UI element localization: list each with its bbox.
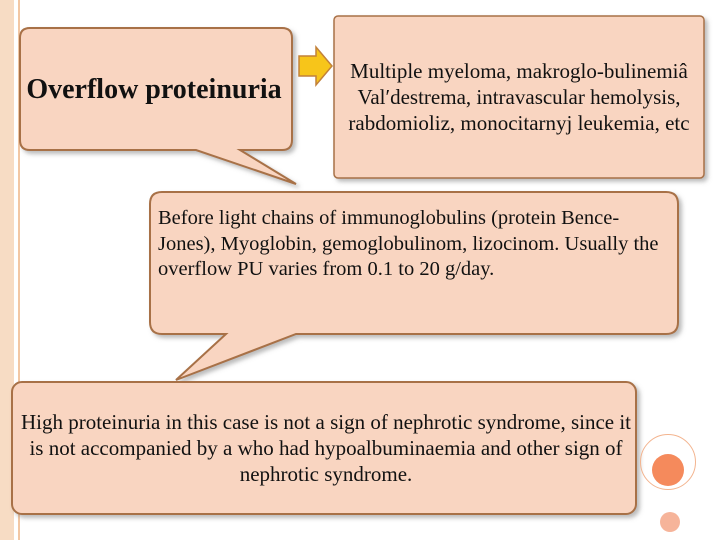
- details-text-block: [158, 196, 670, 328]
- overflow-proteinuria-text: Overflow proteinuria: [26, 73, 282, 105]
- right-arrow-icon: [299, 47, 332, 85]
- decorative-circle-large: [652, 454, 684, 486]
- conclusion-text: High proteinuria in this case is not a sign of nephrotic syndrome, since it is not accompanied by a who had hypoalbuminaemia and other sign of nephrotic syndrome.: [20, 409, 632, 487]
- causes-text-block: [336, 20, 702, 174]
- decorative-circle-small: [660, 512, 680, 532]
- details-text: Before light chains of immunoglobulins (protein Bence-Jones), Myoglobin, gemoglobulinom, lizocinom. Usually the overflow PU varies from 0.1 to 20 g/day.: [158, 207, 659, 281]
- overflow-proteinuria-title: [16, 34, 292, 144]
- causes-text: Multiple myeloma, makroglo-bulinemiâ Val′destrema, intravascular hemolysis, rabdomioliz, monocitarnyj leukemia, etc: [348, 58, 690, 136]
- conclusion-text-block: [16, 388, 636, 508]
